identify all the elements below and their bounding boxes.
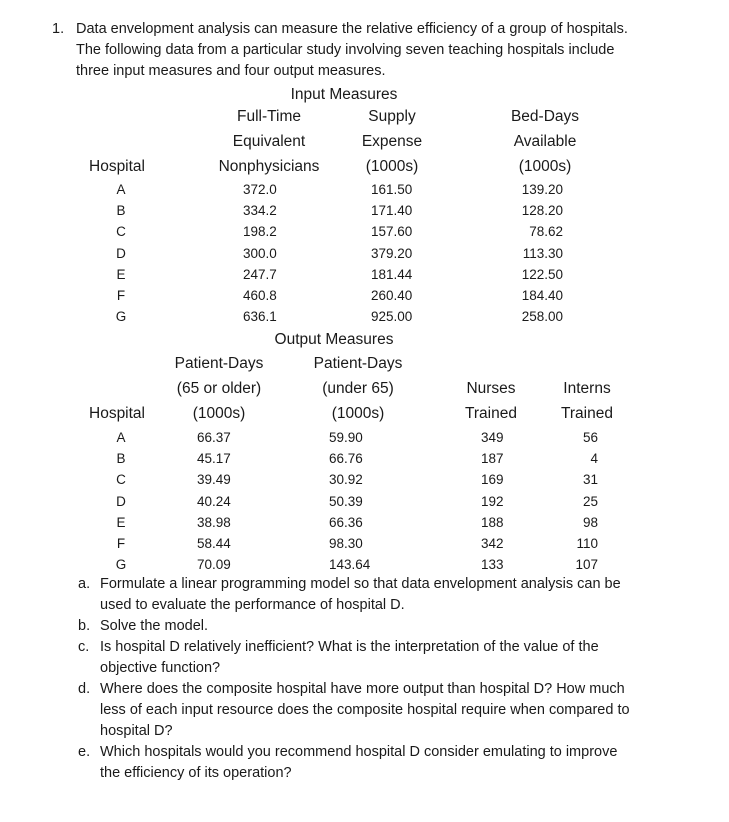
input-row-beddays: 122.50 [521,266,563,282]
input-row-supply: 260.40 [371,288,413,303]
input-header-beddays: Bed-Days [510,108,580,125]
question-label: a. [78,576,91,592]
input-row-ftn: 300.0 [243,245,277,261]
output-header-pd65: (65 or older) [176,380,262,397]
output-row-hospital: E [116,514,126,530]
output-row-hospital: G [115,557,127,573]
output-row-pdunder65: 98.30 [329,536,363,551]
input-table-title: Input Measures [290,86,398,103]
output-row-interns: 110 [576,536,598,551]
output-header-hospital: Hospital [89,405,145,422]
input-header-hospital: Hospital [89,158,145,175]
output-row-pd65: 45.17 [197,451,231,467]
question-label: d. [78,681,91,697]
question-text-line: Where does the composite hospital have more output than hospital D? How much [100,681,625,697]
output-row-hospital: A [116,430,126,445]
output-header-interns: Interns [563,380,611,397]
input-row-beddays: 113.30 [522,245,563,261]
input-row-supply: 379.20 [371,245,413,261]
question-text-line: used to evaluate the performance of hospital D. [100,597,405,613]
input-row-ftn: 334.2 [243,203,277,219]
output-header-pd65: Patient-Days [174,355,264,372]
output-row-interns: 31 [582,472,598,488]
problem-number: 1. [52,21,65,37]
input-header-supply: Expense [361,133,423,150]
output-row-interns: 98 [582,514,598,530]
input-row-hospital: A [116,182,126,197]
output-row-hospital: F [116,536,126,551]
input-row-supply: 171.40 [371,203,413,219]
question-label: b. [78,618,91,634]
output-row-nurses: 187 [481,451,504,467]
output-row-pdunder65: 59.90 [329,430,363,445]
question-text-line: Which hospitals would you recommend hospital D consider emulating to improve [100,744,618,760]
input-row-ftn: 247.7 [243,266,277,282]
input-row-hospital: B [116,203,126,219]
input-row-hospital: G [115,309,127,325]
input-row-beddays: 78.62 [529,224,563,240]
input-header-ftn: Full-Time [236,108,302,125]
input-row-hospital: D [116,245,126,261]
output-row-pd65: 38.98 [197,514,231,530]
input-row-supply: 161.50 [371,182,413,197]
input-header-supply: Supply [368,108,416,125]
output-row-pd65: 66.37 [197,430,231,445]
output-row-interns: 56 [582,430,598,445]
input-row-hospital: F [116,288,126,303]
input-row-hospital: C [116,224,126,240]
problem-text-line: The following data from a particular study involving seven teaching hospitals include [76,42,615,58]
output-row-nurses: 192 [481,493,504,509]
input-row-ftn: 460.8 [243,288,277,303]
output-header-nurses: Trained [465,405,517,422]
question-text-line: hospital D? [100,723,173,739]
output-header-pdunder65: Patient-Days [313,355,403,372]
input-row-beddays: 184.40 [521,288,563,303]
output-row-pdunder65: 30.92 [329,472,363,488]
output-header-pdunder65: (under 65) [322,380,394,397]
output-row-nurses: 169 [481,472,504,488]
input-header-supply: (1000s) [365,158,419,175]
output-row-nurses: 133 [481,557,504,573]
output-table-title: Output Measures [274,331,394,348]
output-row-nurses: 342 [481,536,504,551]
input-header-ftn: Nonphysicians [218,158,320,175]
output-row-hospital: D [116,493,126,509]
input-header-beddays: (1000s) [518,158,572,175]
output-row-pdunder65: 66.36 [329,514,363,530]
input-row-supply: 925.00 [371,309,413,325]
question-text-line: Is hospital D relatively inefficient? What is the interpretation of the value of the [100,639,599,655]
output-row-pd65: 58.44 [197,536,231,551]
output-row-interns: 107 [575,557,598,573]
question-label: e. [78,744,91,760]
question-text-line: less of each input resource does the composite hospital require when compared to [100,702,630,718]
input-row-ftn: 636.1 [243,309,277,325]
output-row-pdunder65: 50.39 [329,493,363,509]
input-row-ftn: 372.0 [243,182,277,197]
output-header-pd65: (1000s) [192,405,246,422]
output-header-nurses: Nurses [466,380,516,397]
input-header-ftn: Equivalent [232,133,306,150]
output-row-pd65: 39.49 [197,472,231,488]
question-text-line: objective function? [100,660,221,676]
input-row-hospital: E [116,266,126,282]
input-row-beddays: 139.20 [521,182,563,197]
output-row-hospital: C [116,472,126,488]
question-label: c. [78,639,90,655]
input-row-supply: 157.60 [371,224,413,240]
output-row-pdunder65: 66.76 [329,451,363,467]
output-row-nurses: 188 [481,514,504,530]
question-text-line: Formulate a linear programming model so that data envelopment analysis can be [100,576,621,592]
input-header-beddays: Available [513,133,577,150]
output-row-pdunder65: 143.64 [329,557,371,573]
input-row-beddays: 258.00 [521,309,563,325]
problem-text-line: Data envelopment analysis can measure the relative efficiency of a group of hospitals. [76,21,628,37]
output-header-pdunder65: (1000s) [331,405,385,422]
problem-text-line: three input measures and four output measures. [76,63,386,79]
output-row-interns: 25 [582,493,598,509]
output-row-hospital: B [116,451,126,467]
output-row-pd65: 70.09 [197,557,231,573]
question-text-line: Solve the model. [100,618,209,634]
output-header-interns: Trained [561,405,613,422]
input-row-beddays: 128.20 [521,203,563,219]
output-row-nurses: 349 [481,430,504,445]
output-row-interns: 4 [590,451,598,467]
question-text-line: the efficiency of its operation? [100,765,292,781]
output-row-pd65: 40.24 [197,493,231,509]
input-row-supply: 181.44 [371,266,413,282]
input-row-ftn: 198.2 [243,224,277,240]
